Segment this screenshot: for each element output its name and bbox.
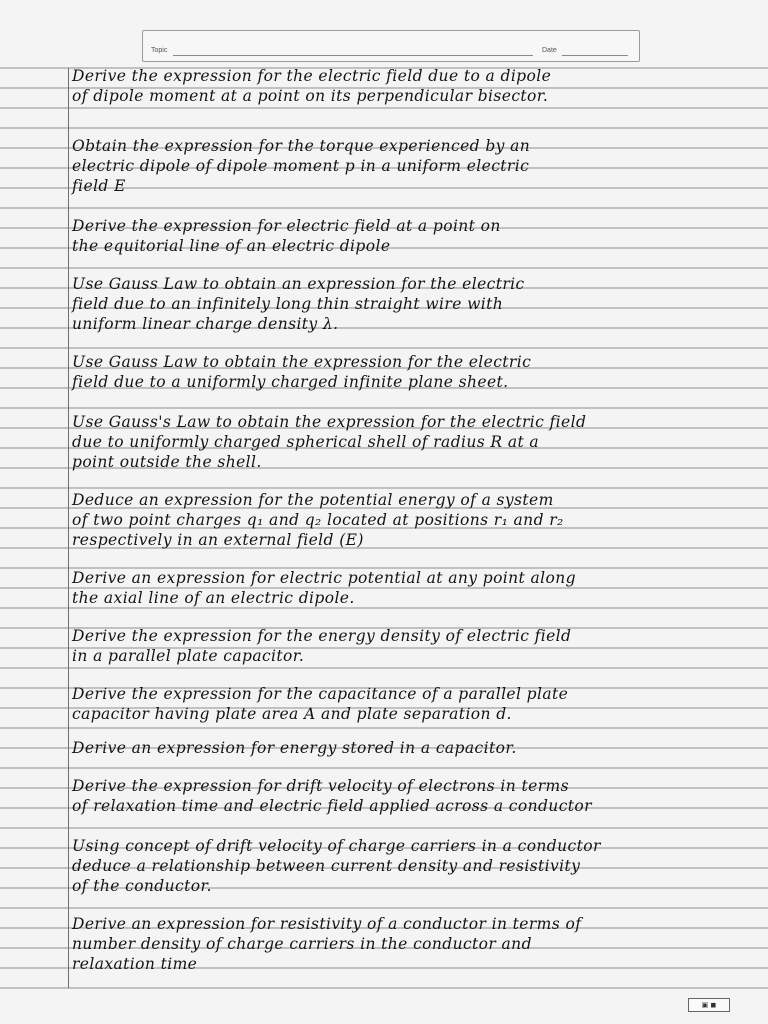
question-line: Obtain the expression for the torque experienced by an [72,137,531,155]
notebook-logo-icon: ▣ ◼ [688,998,730,1012]
question-line: Derive an expression for resistivity of a conductor in terms of [72,915,582,933]
question-line: of two point charges q₁ and q₂ located at positions r₁ and r₂ [72,511,564,529]
question-13 [72,836,762,896]
margin-line [68,68,69,988]
question-line: the equitorial line of an electric dipole [72,237,391,255]
question-line: Derive the expression for drift velocity of electrons in terms [72,777,569,795]
question-line: point outside the shell. [72,453,262,471]
question-10 [72,684,762,724]
question-line: capacitor having plate area A and plate separation d. [72,705,512,723]
question-line: Use Gauss Law to obtain the expression for the electric [72,353,532,371]
question-line: Derive the expression for electric field at a point on [72,217,501,235]
question-line: deduce a relationship between current density and resistivity [72,857,581,875]
question-2 [72,136,762,196]
question-4 [72,274,762,334]
question-line: of relaxation time and electric field applied across a conductor [72,797,592,815]
question-line: respectively in an external field (E) [72,531,364,549]
question-line: relaxation time [72,955,198,973]
question-line: of the conductor. [72,877,212,895]
question-line: Use Gauss's Law to obtain the expression for the electric field [72,413,587,431]
question-1 [72,66,762,106]
question-6 [72,412,762,472]
question-line: Derive the expression for the electric field due to a dipole [72,67,552,85]
question-8 [72,568,762,608]
question-line: Using concept of drift velocity of charge carriers in a conductor [72,837,601,855]
question-line: electric dipole of dipole moment p in a uniform electric [72,157,530,175]
question-line: uniform linear charge density λ. [72,315,339,333]
date-label: Date [542,47,557,54]
question-line: number density of charge carriers in the conductor and [72,935,532,953]
question-line: Derive an expression for energy stored in a capacitor. [72,739,517,757]
question-line: Derive an expression for electric potential at any point along [72,569,576,587]
question-14 [72,914,762,974]
question-3 [72,216,762,256]
question-line: Use Gauss Law to obtain an expression for the electric [72,275,525,293]
question-line: field due to an infinitely long thin straight wire with [72,295,504,313]
topic-line [173,55,533,56]
question-line: Derive the expression for the capacitance of a parallel plate [72,685,569,703]
question-12 [72,776,762,816]
question-line: in a parallel plate capacitor. [72,647,305,665]
question-line: Deduce an expression for the potential energy of a system [72,491,554,509]
question-7 [72,490,762,550]
question-line: Derive the expression for the energy density of electric field [72,627,572,645]
question-line: field due to a uniformly charged infinite plane sheet. [72,373,509,391]
question-line: the axial line of an electric dipole. [72,589,355,607]
question-11 [72,738,762,758]
question-5 [72,352,762,392]
question-line: field E [72,177,126,195]
header-box [142,30,640,62]
topic-label: Topic [151,47,168,54]
question-line: of dipole moment at a point on its perpendicular bisector. [72,87,549,105]
date-line [562,55,628,56]
question-line: due to uniformly charged spherical shell of radius R at a [72,433,540,451]
question-9 [72,626,762,666]
